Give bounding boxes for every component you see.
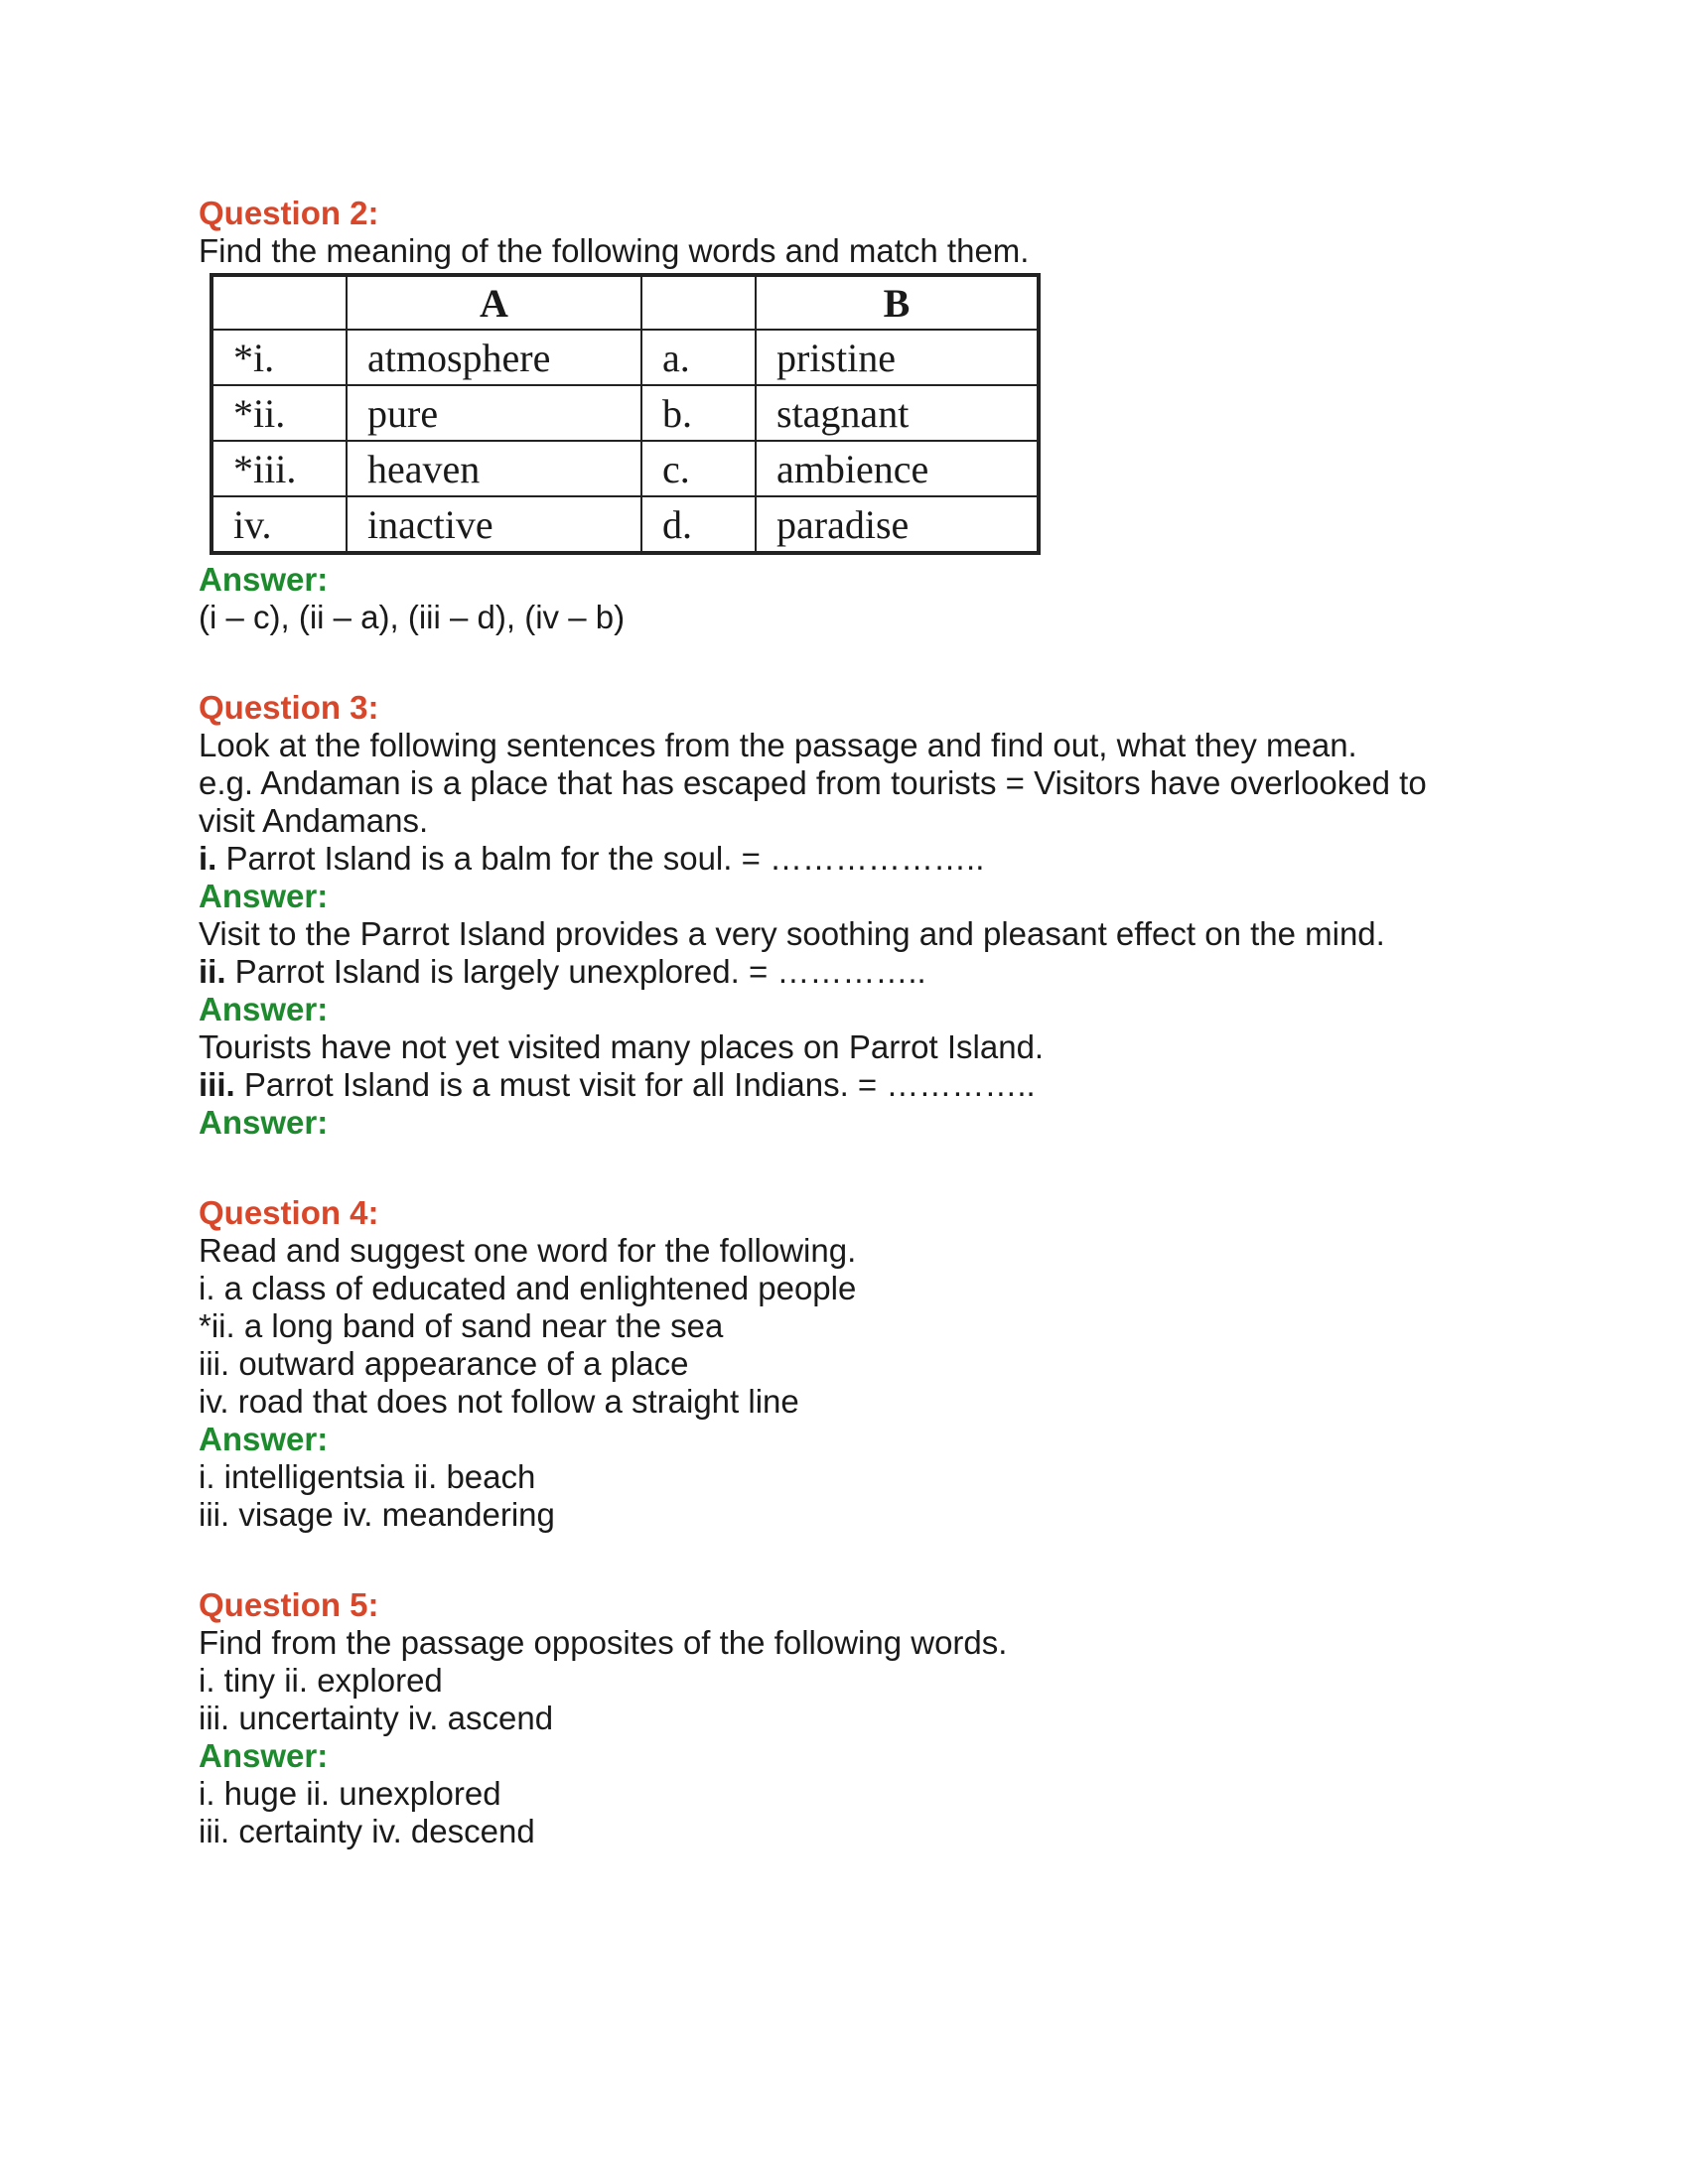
row-number: *iii.	[211, 441, 347, 496]
column-a-word: pure	[347, 385, 641, 441]
table-row	[211, 441, 1039, 496]
item-text: Parrot Island is largely unexplored. = …………..	[225, 953, 926, 990]
example-line: e.g. Andaman is a place that has escaped from tourists = Visitors have overlooked to	[199, 764, 1427, 801]
row-number: *i.	[211, 330, 347, 385]
column-a-word: inactive	[347, 496, 641, 553]
row-letter: b.	[641, 385, 756, 441]
answer-text: iii. visage iv. meandering	[199, 1496, 555, 1533]
answer-text: Tourists have not yet visited many places on Parrot Island.	[199, 1028, 1045, 1065]
item-text: Parrot Island is a balm for the soul. = ………………..	[216, 840, 985, 877]
question-2-heading: Question 2:	[199, 195, 379, 231]
question-4-heading: Question 4:	[199, 1194, 379, 1231]
answer-text: i. intelligentsia ii. beach	[199, 1458, 536, 1495]
row-letter: d.	[641, 496, 756, 553]
answer-label: Answer:	[199, 878, 329, 914]
column-a-word: heaven	[347, 441, 641, 496]
column-b-word: ambience	[756, 441, 1039, 496]
question-item: *ii. a long band of sand near the sea	[199, 1307, 724, 1344]
answer-label: Answer:	[199, 1737, 329, 1774]
column-b-word: pristine	[756, 330, 1039, 385]
table-header-b: B	[756, 275, 1039, 330]
row-letter: c.	[641, 441, 756, 496]
answer-label: Answer:	[199, 1104, 329, 1141]
row-number: iv.	[211, 496, 347, 553]
column-b-word: stagnant	[756, 385, 1039, 441]
question-3-heading: Question 3:	[199, 689, 379, 726]
table-row	[211, 385, 1039, 441]
question-2-instruction: Find the meaning of the following words and match them.	[199, 232, 1030, 269]
matching-table	[210, 273, 1041, 555]
item-text: Parrot Island is a must visit for all Indians. = …………..	[234, 1066, 1036, 1103]
column-a-word: atmosphere	[347, 330, 641, 385]
answer-text: i. huge ii. unexplored	[199, 1775, 501, 1812]
question-item: i. tiny ii. explored	[199, 1662, 443, 1699]
item-number: ii.	[199, 953, 226, 990]
question-item: iv. road that does not follow a straight line	[199, 1383, 799, 1420]
question-4-instruction: Read and suggest one word for the following.	[199, 1232, 857, 1269]
table-header-blank	[211, 275, 347, 330]
question-3-instruction: Look at the following sentences from the passage and find out, what they mean.	[199, 727, 1357, 763]
question-item	[199, 953, 1509, 991]
question-item	[199, 840, 1509, 878]
answer-label: Answer:	[199, 561, 329, 598]
question-item: iii. outward appearance of a place	[199, 1345, 689, 1382]
question-5-heading: Question 5:	[199, 1586, 379, 1623]
question-item: i. a class of educated and enlightened people	[199, 1270, 857, 1306]
answer-text: iii. certainty iv. descend	[199, 1813, 535, 1849]
answer-text: (i – c), (ii – a), (iii – d), (iv – b)	[199, 599, 626, 635]
question-item: iii. uncertainty iv. ascend	[199, 1700, 554, 1736]
item-number: i.	[199, 840, 217, 877]
question-5-instruction: Find from the passage opposites of the following words.	[199, 1624, 1008, 1661]
document-page	[199, 195, 1509, 1850]
row-number: *ii.	[211, 385, 347, 441]
column-b-word: paradise	[756, 496, 1039, 553]
answer-label: Answer:	[199, 991, 329, 1027]
item-number: iii.	[199, 1066, 235, 1103]
answer-text: Visit to the Parrot Island provides a very soothing and pleasant effect on the mind.	[199, 915, 1385, 952]
question-item	[199, 1066, 1509, 1104]
table-header-row	[211, 275, 1039, 330]
answer-label: Answer:	[199, 1421, 329, 1457]
row-letter: a.	[641, 330, 756, 385]
table-header-blank	[641, 275, 756, 330]
example-line: visit Andamans.	[199, 802, 429, 839]
table-header-a: A	[347, 275, 641, 330]
table-row	[211, 330, 1039, 385]
table-row	[211, 496, 1039, 553]
